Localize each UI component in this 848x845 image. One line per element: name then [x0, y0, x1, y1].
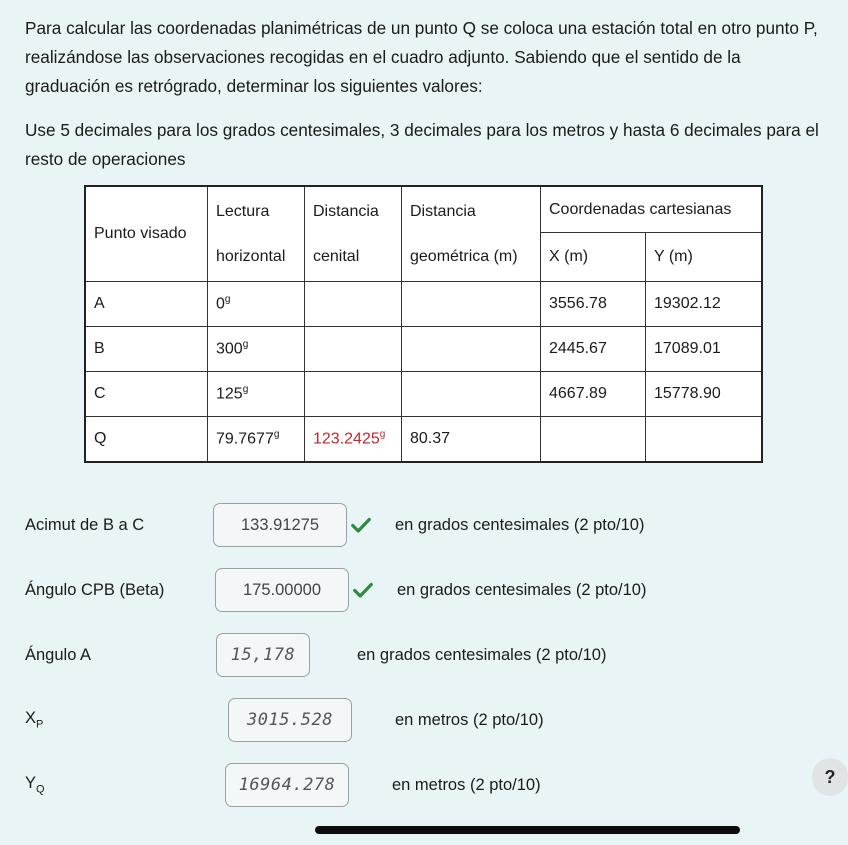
cell-lectura: 79.7677$^g$ — [208, 417, 305, 462]
help-button[interactable]: ? — [812, 758, 848, 796]
table-row — [85, 417, 762, 462]
table-row — [85, 372, 762, 417]
check-icon — [352, 579, 374, 601]
header-distancia-cenital: Distancia cenital — [305, 186, 402, 282]
answer-unit: en grados centesimales (2 pto/10) — [395, 515, 645, 534]
cell-x: 3556.78 — [541, 282, 646, 327]
cell-geometrica: 80.37 — [402, 417, 541, 462]
answer-label: Acimut de B a C — [25, 515, 145, 534]
answer-input-beta[interactable]: 175.00000 — [215, 568, 349, 612]
header-x: X (m) — [541, 233, 646, 282]
answer-label: $X_P$ — [25, 709, 44, 731]
header-lectura: Lectura horizontal — [208, 186, 305, 282]
answer-label: Ángulo CPB (Beta) — [25, 580, 165, 599]
answer-unit: en metros (2 pto/10) — [395, 710, 544, 729]
cell-x — [541, 417, 646, 462]
cell-x: 4667.89 — [541, 372, 646, 417]
answer-input-acimut[interactable]: 133.91275 — [213, 503, 347, 547]
cell-punto: B — [85, 327, 208, 372]
cell-cenital: 123.2425$^g$ — [305, 417, 402, 462]
cell-cenital — [305, 282, 402, 327]
cell-lectura: 125$^g$ — [208, 372, 305, 417]
header-punto: Punto visado — [85, 186, 208, 282]
answer-unit: en grados centesimales (2 pto/10) — [397, 580, 647, 599]
problem-instructions: Use 5 decimales para los grados centesimales, 3 decimales para los metros y hasta 6 decimales para el resto de operaciones — [25, 120, 819, 169]
observations-table — [84, 185, 763, 463]
cell-y — [646, 417, 763, 462]
home-indicator[interactable] — [315, 826, 740, 834]
cell-cenital — [305, 372, 402, 417]
cell-cenital — [305, 327, 402, 372]
cell-geometrica — [402, 327, 541, 372]
cell-y: 19302.12 — [646, 282, 763, 327]
answer-label: Ángulo A — [25, 645, 92, 664]
answer-input-angulo-a[interactable]: 15,178 — [216, 633, 310, 677]
answer-label: $Y_Q$ — [25, 774, 45, 796]
cell-geometrica — [402, 282, 541, 327]
table-row — [85, 327, 762, 372]
cell-y: 17089.01 — [646, 327, 763, 372]
cell-y: 15778.90 — [646, 372, 763, 417]
cell-lectura: 300$^g$ — [208, 327, 305, 372]
answer-unit: en grados centesimales (2 pto/10) — [357, 645, 607, 664]
answer-input-yq[interactable]: 16964.278 — [225, 763, 349, 807]
cell-geometrica — [402, 372, 541, 417]
check-icon — [350, 514, 372, 536]
table-row — [85, 282, 762, 327]
header-y: Y (m) — [646, 233, 763, 282]
header-coordenadas: Coordenadas cartesianas — [541, 186, 763, 233]
problem-statement: Para calcular las coordenadas planimétricas de un punto Q se coloca una estación total en otro punto P, realizándose las observaciones recogidas en el cuadro adjunto. Sabiendo que el sentido de la graduación es retrógrado, determinar los siguientes valores: — [25, 18, 818, 96]
cell-x: 2445.67 — [541, 327, 646, 372]
cell-lectura: 0$^g$ — [208, 282, 305, 327]
cell-punto: C — [85, 372, 208, 417]
cell-punto: A — [85, 282, 208, 327]
answer-unit: en metros (2 pto/10) — [392, 775, 541, 794]
cell-punto: Q — [85, 417, 208, 462]
header-distancia-geometrica: Distancia geométrica (m) — [402, 186, 541, 282]
answer-input-xp[interactable]: 3015.528 — [228, 698, 352, 742]
